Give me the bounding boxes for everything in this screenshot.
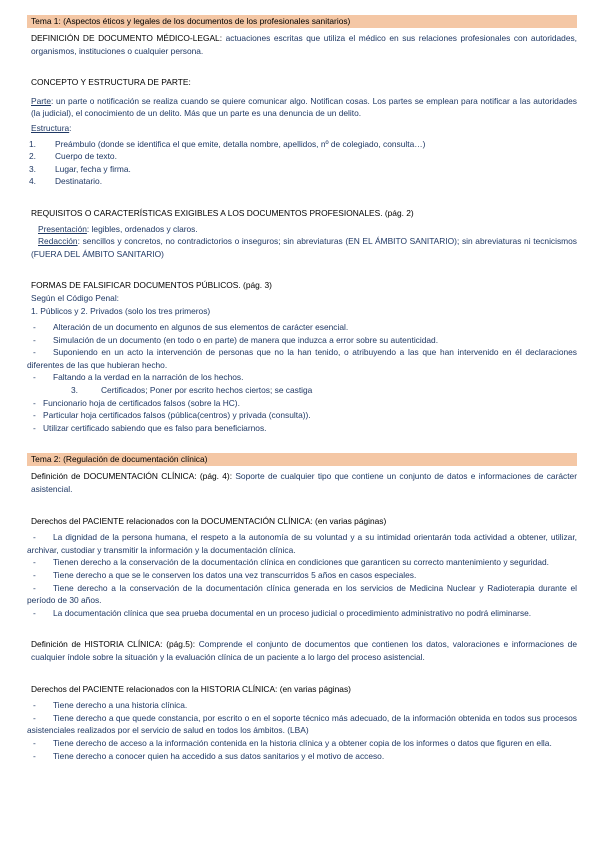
def-doc-clinica-title: Definición de DOCUMENTACIÓN CLÍNICA: (pág. 4): [31,471,233,482]
list-item: - Tiene derecho a la conservación de la documentación clínica generada en los servicios de Medicina Nuclear y Radioterapia durante el período de 30 años. [27,582,577,606]
list-item: - Particular hoja certificados falsos (pública(centros) y privada (consulta)). [33,410,311,421]
derechos-doc-list [27,531,577,619]
presentacion-label: Presentación [38,223,87,234]
estructura-list [27,138,577,188]
concepto-title: CONCEPTO Y ESTRUCTURA DE PARTE: [31,77,191,88]
list-item: - La documentación clínica que sea prueba documental en un proceso judicial o procedimiento administrativo no podrá eliminarse. [33,607,532,618]
def-historia-clinica [27,638,577,663]
list-item: - Tiene derecho de acceso a la información contenida en la historia clínica y a obtener copia de los informes o datos que figuren en ella. [33,737,552,748]
def-hc-text: Comprende el conjunto de documentos que contienen los datos, valoraciones e informaciones de cualquier índole sobre la situación y la evaluación clínica de un paciente a lo largo del proceso asistencial. [31,639,577,662]
list-item: - Funcionario hoja de certificados falsos (sobre la HC). [33,397,240,408]
list-item: 2. Cuerpo de texto. [29,151,117,162]
def-doc-clinica [27,470,577,495]
list-item: - La dignidad de la persona humana, el respeto a la autonomía de su voluntad y a su intimidad orientarán toda actividad a obtener, utilizar, archivar, custodiar y transmitir la información y la documentación clínica. [27,532,577,555]
list-item: - Tiene derecho a conocer quien ha accedido a sus datos sanitarios y el motivo de acceso. [33,750,385,761]
list-item: 1. Preámbulo (donde se identifica el que emite, detalla nombre, apellidos, nº de colegiado, consulta…) [29,138,426,149]
list-item: - Tiene derecho a que se le conserven los datos una vez transcurridos 5 años en casos especiales. [33,570,417,580]
sub-list-item: 3. Certificados; Poner por escrito hechos ciertos; se castiga [71,385,313,396]
formas-title: FORMAS DE FALSIFICAR DOCUMENTOS PÚBLICOS. (pág. 3) [31,280,272,291]
derechos-hc-list [27,699,577,762]
tema2-header: Tema 2: (Regulación de documentación clínica) [27,453,577,466]
list-item: - Faltando a la verdad en la narración de los hechos. [33,372,244,383]
segun-text: Según el Código Penal: [31,292,120,303]
list-item: - Tiene derecho a que quede constancia, por escrito o en el soporte técnico más adecuado, de la información obtenida en todos sus procesos asistenciales realizados por el servicio de salud en todos los ámbitos. (LBA) [27,712,577,736]
parte-label: Parte [31,95,52,106]
list-item: - Suponiendo en un acto la intervención de personas que no la han tenido, o atribuyendo a las que han intervenido en él declaraciones diferentes de las que hubieran hecho. [27,347,577,370]
list-item: - Tiene derecho a una historia clínica. [33,700,188,711]
parte-paragraph [27,95,577,120]
list-item: - Alteración de un documento en algunos de sus elementos de carácter esencial. [33,322,349,333]
def-medico-legal-text: actuaciones escritas que utiliza el médico en sus relaciones profesionales con autoridades, organismos, instituciones o cualquier persona. [31,33,578,56]
presentacion-row [27,223,577,236]
list-item: 3. Lugar, fecha y firma. [29,163,131,174]
list-item: - Utilizar certificado sabiendo que es falso para beneficiarnos. [33,422,267,433]
publicos-text: 1. Públicos y 2. Privados (solo los tres primeros) [31,305,211,316]
list-item: - Tienen derecho a la conservación de la documentación clínica en condiciones que garanticen su correcto mantenimiento y seguridad. [33,557,549,568]
def-hc-title: Definición de HISTORIA CLÍNICA: (pág.5): [31,639,196,650]
derechos-doc-title: Derechos del PACIENTE relacionados con la DOCUMENTACIÓN CLÍNICA: (en varias páginas) [31,515,387,526]
list-item: 4. Destinatario. [29,176,103,187]
document-page [27,15,577,762]
formas-list [27,321,577,434]
derechos-hc-title: Derechos del PACIENTE relacionados con la HISTORIA CLÍNICA: (en varias páginas) [31,683,351,694]
redaccion-row [27,235,577,260]
presentacion-text: : legibles, ordenados y claros. [86,223,198,234]
def-medico-legal [27,32,577,57]
redaccion-text: : sencillos y concretos, no contradictorios o inseguros; sin abreviaturas (EN EL ÁMBITO SANITARIO); sin abreviaturas ni tecnicismos (FUERA DEL ÁMBITO SANITARIO) [31,236,577,259]
requisitos-title: REQUISITOS O CARACTERÍSTICAS EXIGIBLES A LOS DOCUMENTOS PROFESIONALES. (pág. 2) [31,207,414,218]
def-doc-clinica-text: Soporte de cualquier tipo que contiene un conjunto de datos e informaciones de carácter asistencial. [31,471,577,495]
tema1-header: Tema 1: (Aspectos éticos y legales de los documentos de los profesionales sanitarios) [27,15,577,28]
list-item: - Simulación de un documento (en todo o en parte) de manera que induzca a error sobre su autenticidad. [33,334,439,345]
redaccion-label: Redacción [38,236,78,247]
def-medico-legal-title: DEFINICIÓN DE DOCUMENTO MÉDICO-LEGAL: [31,33,223,43]
estructura-label: Estructura [31,122,70,133]
parte-text: : un parte o notificación se realiza cuando se quiere comunicar algo. Notifican cosas. Los partes se emplean para notificar a las autoridades (la judicial), el conocimiento de un delito. Más que un parte es una denuncia de un delito. [31,95,577,119]
estructura-label-row: Estructura: [31,122,72,133]
